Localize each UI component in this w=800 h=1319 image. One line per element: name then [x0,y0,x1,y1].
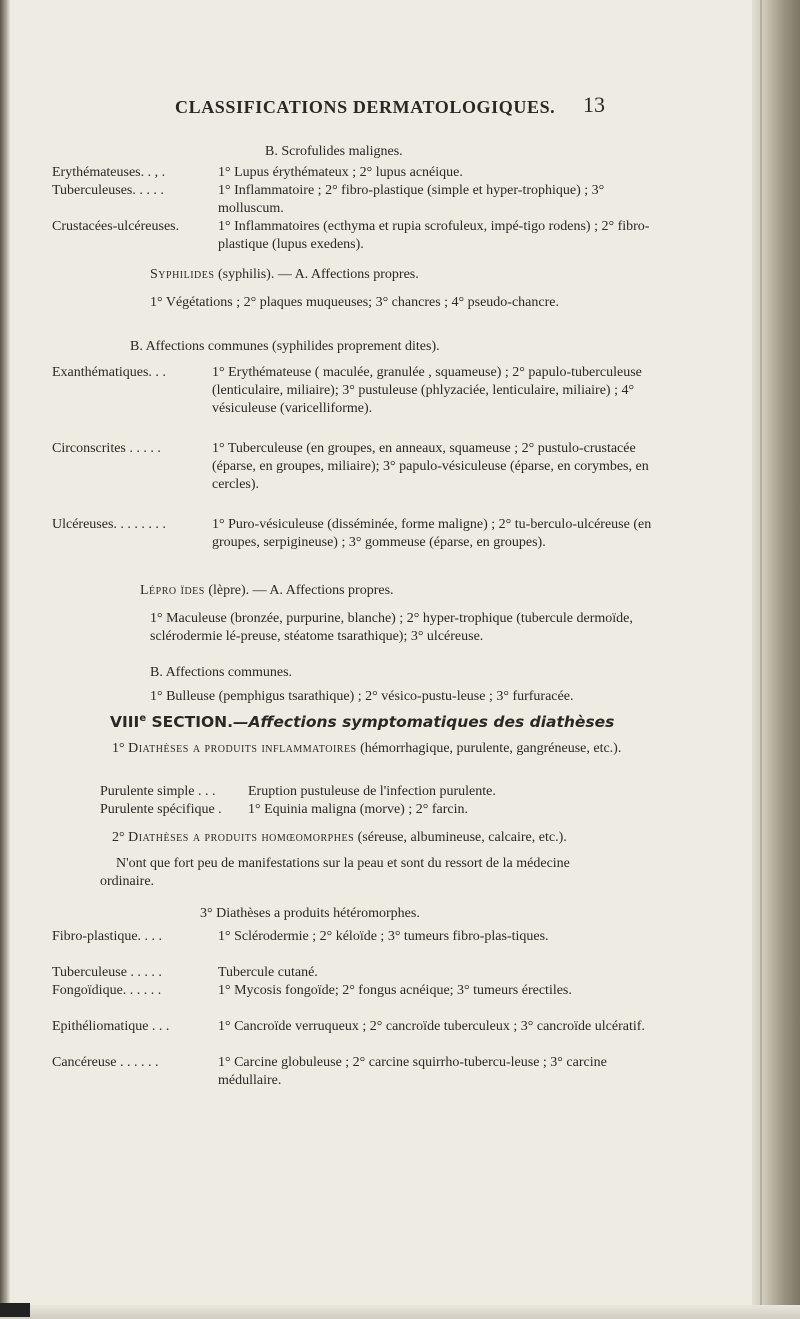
leproides-communes-heading: B. Affections communes. [150,665,293,680]
term-cancereuse: Cancéreuse . . . . . . [52,1055,159,1070]
term-epitheliomatique: Epithéliomatique . . . [52,1019,170,1034]
diathese-2-rest: (séreuse, albumineuse, calcaire, etc.). [354,830,567,845]
diathese-1-heading [112,740,652,758]
desc-tuberculeuses: 1° Inflammatoire ; 2° fibro-plastique (simple et hyper-trophique) ; 3° molluscum. [218,183,605,216]
syphilides-heading [150,266,419,284]
term-fibro-plastique: Fibro-plastique. . . . [52,929,163,944]
diathese-1-title: Diathèses a produits inflammatoires [128,741,357,756]
leproides-title: Lépro ïdes [140,583,205,598]
term-purulente-specifique: Purulente spécifique . [100,802,222,817]
scrofulides-heading: B. Scrofulides malignes. [265,144,403,159]
desc-exanthematiques: 1° Erythémateuse ( maculée, granulée , squameuse) ; 2° papulo-tuberculeuse (lenticulaire, miliaire); 3° pustuleuse (phlyzaciée, lenticulaire, miliaire) ; 4° vésiculeuse (varicelliforme). [212,365,642,416]
diathese-3-heading: 3° Diathèses a produits hétéromorphes. [200,906,420,921]
term-exanthematiques: Exanthématiques. . . [52,365,166,380]
term-erythemateuses: Erythémateuses. . , . [52,165,166,180]
page-left-edge [0,0,10,1319]
desc-purulente-specifique: 1° Equinia maligna (morve) ; 2° farcin. [248,802,468,817]
syphilides-heading-rest: (syphilis). — A. Affections propres. [214,267,419,282]
desc-circonscrites: 1° Tuberculeuse (en groupes, en anneaux, squameuse ; 2° pustulo-crustacée (éparse, en groupes, miliaire); 3° papulo-vésiculeuse (éparse, en corymbes, en cercles). [212,441,649,492]
scan-mark [0,1303,30,1317]
term-fongoidique: Fongoïdique. . . . . . [52,983,162,998]
syphilides-communes-heading: B. Affections communes (syphilides proprement dites). [130,339,440,354]
leproides-propres: 1° Maculeuse (bronzée, purpurine, blanche) ; 2° hyper-trophique (tubercule dermoïde, sclérodermie lé-preuse, stéatome tsarathique); 3° ulcéreuse. [150,611,633,644]
desc-fibro-plastique: 1° Sclérodermie ; 2° kéloïde ; 3° tumeurs fibro-plas-tiques. [218,929,549,944]
diathese-1-num: 1° [112,741,129,756]
diathese-2-title: Diathèses a produits homœomorphes [128,830,355,845]
desc-epitheliomatique: 1° Cancroïde verruqueux ; 2° cancroïde tuberculeux ; 3° cancroïde ulcératif. [218,1019,645,1034]
term-circonscrites: Circonscrites . . . . . [52,441,161,456]
desc-purulente-simple: Eruption pustuleuse de l'infection purulente. [248,784,496,799]
page-right-edge [752,0,800,1319]
term-crustacees: Crustacées-ulcéreuses. [52,219,180,234]
section-8-heading [110,713,614,731]
section-8-label: VIII [110,713,140,732]
section-8-title: —Affections symptomatiques des diathèses [233,713,615,732]
leproides-heading [140,582,394,600]
diathese-2-heading [112,829,567,847]
desc-fongoidique: 1° Mycosis fongoïde; 2° fongus acnéique; 3° tumeurs érectiles. [218,983,572,998]
syphilides-propres: 1° Végétations ; 2° plaques muqueuses; 3° chancres ; 4° pseudo-chancre. [150,295,559,310]
desc-cancereuse: 1° Carcine globuleuse ; 2° carcine squirrho-tubercu-leuse ; 3° carcine médullaire. [218,1055,607,1088]
leproides-heading-rest: (lèpre). — A. Affections propres. [204,583,394,598]
syphilides-title: Syphilides [150,267,215,282]
desc-erythemateuses: 1° Lupus érythémateux ; 2° lupus acnéique. [218,165,463,180]
term-purulente-simple: Purulente simple . . . [100,784,216,799]
term-ulcereuses: Ulcéreuses. . . . . . . . [52,517,166,532]
diathese-2-paragraph: N'ont que fort peu de manifestations sur la peau et sont du ressort de la médecine ordinaire. [100,856,570,889]
section-8-sup: e [139,713,147,724]
leproides-communes: 1° Bulleuse (pemphigus tsarathique) ; 2° vésico-pustu-leuse ; 3° furfuracée. [150,689,574,704]
desc-crustacees: 1° Inflammatoires (ecthyma et rupia scrofuleux, impé-tigo rodens) ; 2° fibro-plastique (lupus exedens). [218,219,650,252]
term-tuberculeuse: Tuberculeuse . . . . . [52,965,162,980]
desc-tuberculeuse: Tubercule cutané. [218,965,318,980]
term-tuberculeuses: Tuberculeuses. . . . . [52,183,164,198]
section-8-word: SECTION. [146,713,234,732]
running-header: CLASSIFICATIONS DERMATOLOGIQUES. [175,97,556,117]
page-bottom-shadow [0,1305,800,1319]
desc-ulcereuses: 1° Puro-vésiculeuse (disséminée, forme maligne) ; 2° tu-berculo-ulcéreuse (en groupes, serpigineuse) ; 3° gommeuse (éparse, en groupes). [212,517,652,550]
page-number: 13 [583,92,605,117]
diathese-1-rest: (hémorrhagique, purulente, gangréneuse, etc.). [356,741,622,756]
diathese-2-num: 2° [112,830,129,845]
